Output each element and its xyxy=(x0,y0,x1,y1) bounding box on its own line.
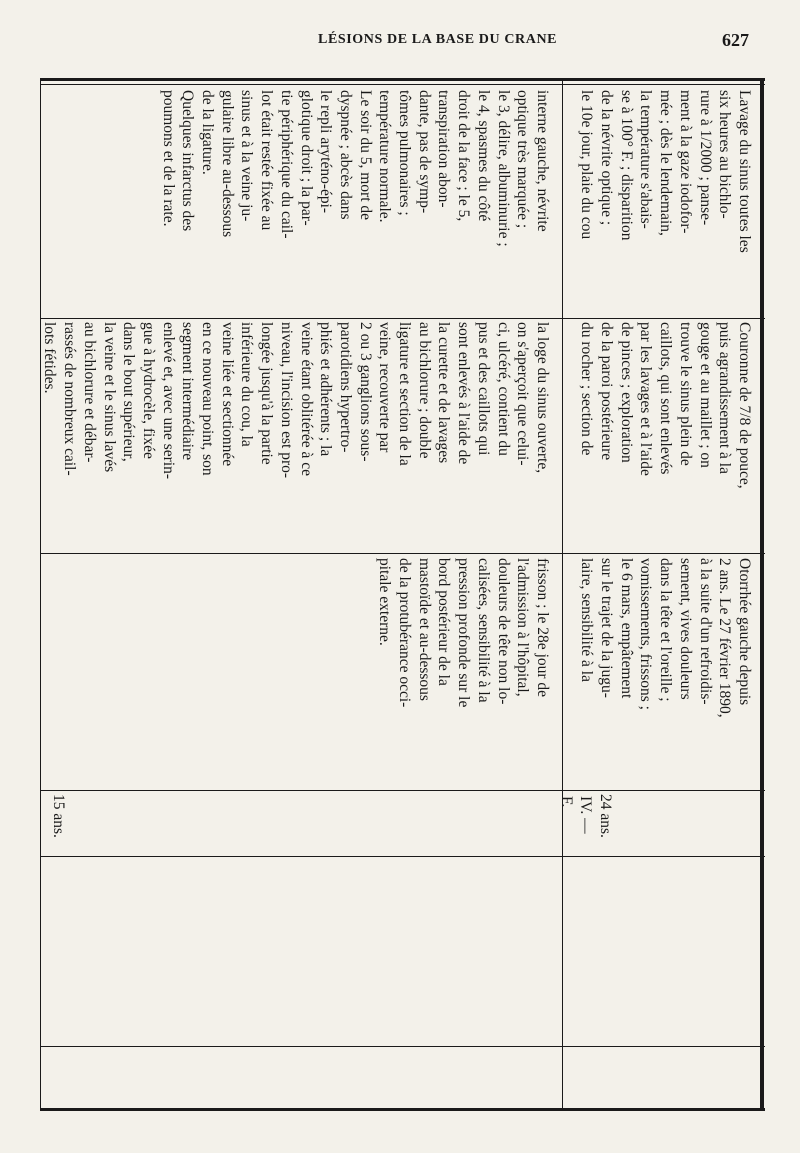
table-bottom-rule xyxy=(40,1108,765,1111)
rotated-table xyxy=(40,78,765,1113)
table-top-rule xyxy=(40,78,765,81)
row1-result: interne gauche, névrite optique très marquée ; le 3, délire, albuminurie ; le 4, spasmes du côté droit de la face ; le 5, transpiration abon- dante, pas de symp- tômes pulmonaires ; température normale. Le soir du 5, mort de dyspnée ; abcès dans le repli aryténo-épi- glotique droit ; la par- tie périphérique du cail- lot était restée fixée au sinus et à la veine ju- gulaire libre au-dessous de la ligature. Quelques infarctus des poumons et de la rate. xyxy=(159,90,551,247)
column-rule-case xyxy=(40,856,765,857)
table-left-rule xyxy=(40,78,41,1111)
running-title: LÉSIONS DE LA BASE DU CRANE xyxy=(318,32,558,47)
row2-case: IV. — F. xyxy=(558,796,594,834)
row2-history: Otorrhée gauche depuis 2 ans. Le 27 février 1890, à la suite d'un refroidis- sement, vives douleurs dans la tête et l'oreille ; vomissements, frissons ; le 6 mars, empâtement sur le trajet de la jugu- laire, sensibilité à la xyxy=(578,558,753,718)
page-number: 627 xyxy=(722,30,749,50)
row1-history: frisson ; le 28e jour de l'admission à l'hôpital, douleurs de tête non lo- calisées, sensibilité à la pression profonde sur le bord postérieur de la mastoïde et au-dessous de la protubérance occi- pitale externe. xyxy=(376,558,551,708)
row-rule xyxy=(562,78,563,1111)
row2-age: 24 ans. xyxy=(597,794,614,838)
row1-operation: la loge du sinus ouverte, on s'aperçoit que celui- ci, ulcéré, contient du pus et des caillots qui sont enlevés à l'aide de la curette et de lavages au bichlorure ; double ligature et section de la veine, recouverte par 2 ou 3 ganglions sous- parotidiens hypertro- phiés et adhérents ; la veine étant oblitérée à ce niveau, l'incision est pro- longée jusqu'à la partie inférieure du cou, la veine liée et sectionnée en ce nouveau point, son segment intermédiaire enlevé et, avec une serin- gue à hydrocèle, fixée dans le bout supérieur, la veine et le sinus lavés au bichlorure et débar- rassés de nombreux cail- lots fétides. xyxy=(41,322,551,480)
table-top-rule-thin xyxy=(40,84,765,85)
row2-operation: Couronne de 7/8 de pouce, puis agrandissement à la gouge et au maillet ; on trouve le sinus plein de caillots, qui sont enlevés par les lavages et à l'aide de pinces ; exploration de la paroi postérieure du rocher ; section de xyxy=(578,322,753,489)
column-rule-age xyxy=(40,790,765,791)
column-rule-extra xyxy=(40,1046,765,1047)
running-head xyxy=(0,32,800,54)
column-rule-operation xyxy=(40,318,765,319)
column-rule-history xyxy=(40,553,765,554)
row2-result: Lavage du sinus toutes les six heures au bichlo- rure à 1/2000 ; panse- ment à la gaze iodofor- mée ; dès le lendemain, la température s'abais- se à 100° F. ; disparition de la névrite optique ; le 10e jour, plaie du cou xyxy=(578,90,753,253)
table-right-rule xyxy=(760,78,764,1111)
row1-age: 15 ans. xyxy=(50,794,67,838)
